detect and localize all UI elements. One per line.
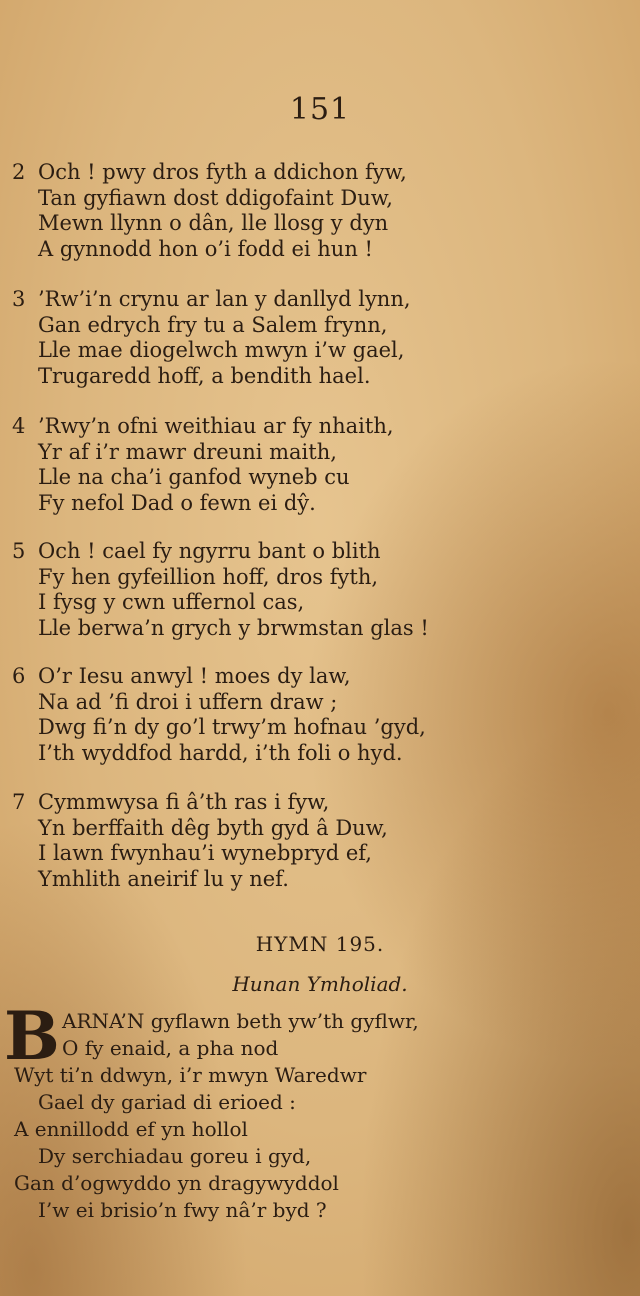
verse-number: 4	[12, 414, 26, 438]
verse-line: Ymhlith aneirif lu y nef.	[38, 866, 289, 891]
hymn-line: A ennillodd ef yn hollol	[14, 1117, 248, 1141]
verse-line: 5 Och ! cael fy ngyrru bant o blith	[12, 539, 381, 563]
verse-line: Yn berffaith dêg byth gyd â Duw,	[38, 815, 388, 840]
verse-line: 3 ’Rw’i’n crynu ar lan y danllyd lynn,	[12, 287, 411, 311]
verse-line: Fy nefol Dad o fewn ei dŷ.	[38, 490, 316, 515]
verse-5	[12, 539, 632, 641]
verse-line: Lle berwa’n grych y brwmstan glas !	[38, 615, 429, 640]
verse-line: Fy hen gyfeillion hoff, dros fyth,	[38, 564, 379, 589]
verse-line: 2 Och ! pwy dros fyth a ddichon fyw,	[12, 160, 407, 184]
verse-line: Mewn llynn o dân, lle llosg y dyn	[38, 211, 389, 235]
verse-number: 7	[12, 790, 26, 814]
verse-line: Na ad ’fi droi i uffern draw ;	[38, 689, 338, 714]
verse-line: I lawn fwynhau’i wynebpryd ef,	[38, 841, 372, 865]
verse-line: 4 ’Rwy’n ofni weithiau ar fy nhaith,	[12, 414, 394, 438]
verse-line: Trugaredd hoff, a bendith hael.	[38, 363, 371, 388]
verse-line: I’th wyddfod hardd, i’th foli o hyd.	[38, 740, 403, 765]
verse-line: Lle na cha’i ganfod wyneb cu	[38, 465, 350, 489]
verse-line: Tan gyfiawn dost ddigofaint Duw,	[38, 185, 393, 210]
page-number: 151	[289, 92, 351, 127]
verse-line: Gan edrych fry tu a Salem frynn,	[38, 312, 388, 337]
verse-line: I fysg y cwn uffernol cas,	[38, 590, 305, 614]
hymn-title: HYMN 195.	[255, 932, 385, 956]
verse-7	[12, 790, 632, 892]
verse-line: 6 O’r Iesu anwyl ! moes dy law,	[12, 664, 351, 688]
verse-6	[12, 664, 632, 766]
verse-number: 6	[12, 664, 26, 688]
verse-number: 5	[12, 539, 26, 563]
drop-cap: B	[4, 997, 60, 1075]
hymn-line: Wyt ti’n ddwyn, i’r mwyn Waredwr	[14, 1063, 367, 1087]
verse-line: Lle mae diogelwch mwyn i’w gael,	[38, 338, 405, 362]
hymn-line: Gan d’ogwyddo yn dragywyddol	[14, 1171, 339, 1195]
verse-line: 7 Cymmwysa fi â’th ras i fyw,	[12, 790, 330, 814]
hymn-line: O fy enaid, a pha nod	[62, 1036, 279, 1060]
hymn-line: Dy serchiadau goreu i gyd,	[38, 1144, 312, 1168]
verse-line: A gynnodd hon o’i fodd ei hun !	[38, 236, 373, 261]
hymn-stanza	[14, 1008, 630, 1224]
hymn-line: I’w ei brisio’n fwy nâ’r byd ?	[38, 1198, 327, 1222]
hymn-line: Gael dy gariad di erioed :	[38, 1090, 296, 1114]
hymn-line: ARNA’N gyflawn beth yw’th gyflwr,	[62, 1009, 419, 1033]
verse-4	[12, 414, 632, 516]
verse-number: 3	[12, 287, 26, 311]
verse-2	[12, 160, 632, 262]
verse-line: Dwg fi’n dy go’l trwy’m hofnau ’gyd,	[38, 715, 426, 739]
hymn-subtitle: Hunan Ymholiad.	[232, 972, 408, 996]
verse-3	[12, 287, 632, 389]
verse-number: 2	[12, 160, 26, 184]
verse-line: Yr af i’r mawr dreuni maith,	[38, 439, 337, 464]
